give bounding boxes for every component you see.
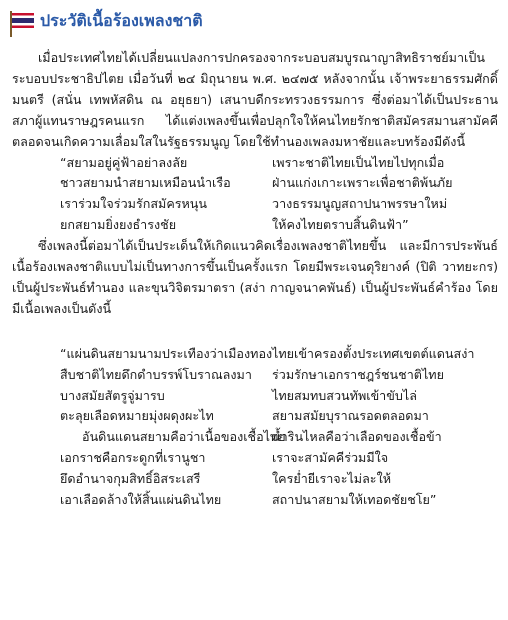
poem-line [12, 427, 498, 448]
page-header [10, 8, 203, 34]
second-paragraph: ซึ่งเพลงนี้ต่อมาได้เป็นประเด็นให้เกิดแนวคิดเรื่องเพลงชาติไทยขึ้น และมีการประพันธ์เนื้อร้องเพลงชาติแบบไม่เป็นทางการขึ้นเป็นครั้งแรก โดยมีพระเจนดุริยางค์ (ปิติ วาทยะกร) เป็นผู้ประพันธ์ทำนอง และขุนวิจิตรมาตรา (สง่า กาญจนาคพันธ์) เป็นผู้ประพันธ์คำร้อง โดยมีเนื้อเพลงเป็นดังนี้ [12, 238, 498, 316]
poem-verse-right: ไทยเข้าครองตั้งประเทศเขตต์แดนสง่า [272, 345, 475, 361]
poem-verse-left: บางสมัยสัตรูจู่มารบ [60, 387, 165, 403]
thai-flag-icon [10, 11, 34, 31]
poem-verse-left: เอกราชคือกระดูกที่เรานูชา [60, 450, 206, 466]
poem-verse-right: ฝ่านแก่งเกาะเพราะเพื่อชาติพ้นภัย [272, 175, 453, 191]
poem-verse-left: เราร่วมใจร่วมรักสมัครหนุน [60, 196, 208, 212]
poem-verse-left: อันดินแดนสยามคือว่าเนื้อของเชื้อไทย [82, 429, 286, 445]
poem-line [12, 194, 498, 215]
poem-verse-right: สยามสมัยบุราณรอดตลอดมา [272, 408, 429, 424]
poem-line [12, 386, 498, 407]
poem-verse-right: ร่วมรักษาเอกราชฎร์ชนชาติไทย [272, 366, 444, 382]
intro-paragraph: เมื่อประเทศไทยได้เปลี่ยนแปลงการปกครองจากระบอบสมบูรณาญาสิทธิราชย์มาเป็นระบอบประชาธิปไตย เมื่อวันที่ ๒๔ มิถุนายน พ.ศ. ๒๔๗๕ หลังจากนั้น เจ้าพระยาธรรมศักดิ์มนตรี (สนั่น เทพหัสดิน ณ อยุธยา) เสนาบดีกระทรวงธรรมการ ซึ่งต่อมาได้เป็นประธานสภาผู้แทนราษฎรคนแรก ได้แต่งเพลงขึ้นเพื่อปลุกใจให้คนไทยรักชาติสมัครสมานสามัคคี ตลอดจนเกิดความเลื่อมใสในรัฐธรรมนูญ โดยใช้ทำนองเพลงมหาชัยและบทร้องมีดังนี้ [12, 50, 498, 149]
page-title: ประวัติเนื้อร้องเพลงชาติ [40, 10, 203, 30]
poem-second-lyrics [12, 344, 498, 511]
poem-line [12, 173, 498, 194]
poem-verse-left: เอาเลือดล้างให้สิ้นแผ่นดินไทย [60, 491, 222, 507]
poem-line [12, 215, 498, 236]
poem-line [12, 490, 498, 511]
poem-verse-right: วางธรรมนูญสถาปนาพรรษาใหม่ [272, 196, 448, 212]
article-body [12, 48, 498, 511]
poem-line [12, 406, 498, 427]
poem-verse-left: ชาวสยามนำสยามเหมือนนำเรือ [60, 175, 231, 191]
poem-line [12, 448, 498, 469]
poem-verse-right: น้ำรินไหลคือว่าเลือดของเชื้อข้า [272, 429, 442, 445]
poem-verse-right: ไทยสมทบสวนทัพเข้าขับไล่ [272, 387, 417, 403]
poem-verse-left: สืบชาติไทยดึกดำบรรพ์โบราณลงมา [60, 366, 252, 382]
poem-verse-left: ตะลุยเลือดหมายมุ่งผดุงผะไท [60, 408, 214, 424]
poem-verse-right: ใครย่ำยีเราจะไม่ละให้ [272, 471, 392, 487]
poem-line [12, 365, 498, 386]
poem-first-lyrics [12, 153, 498, 237]
poem-verse-left: ยกสยามยิ่งยงธำรงชัย [60, 217, 177, 233]
poem-verse-left: “สยามอยู่คู่ฟ้าอย่าลงลัย [60, 154, 188, 170]
poem-verse-right: เราจะสามัคคีร่วมมีใจ [272, 450, 389, 466]
poem-verse-left: ยึดอำนาจกุมสิทธิ์อิสระเสรี [60, 471, 201, 487]
poem-verse-left: “แผ่นดินสยามนามประเทืองว่าเมืองทอง [60, 345, 273, 361]
poem-verse-right: สถาปนาสยามให้เทอดชัยชโย” [272, 491, 437, 507]
poem-line [12, 344, 498, 365]
poem-verse-right: เพราะชาติไทยเป็นไทยไปทุกเมื่อ [272, 154, 445, 170]
poem-line [12, 469, 498, 490]
poem-verse-right: ให้คงไทยตราบสิ้นดินฟ้า” [272, 217, 409, 233]
poem-line [12, 153, 498, 174]
